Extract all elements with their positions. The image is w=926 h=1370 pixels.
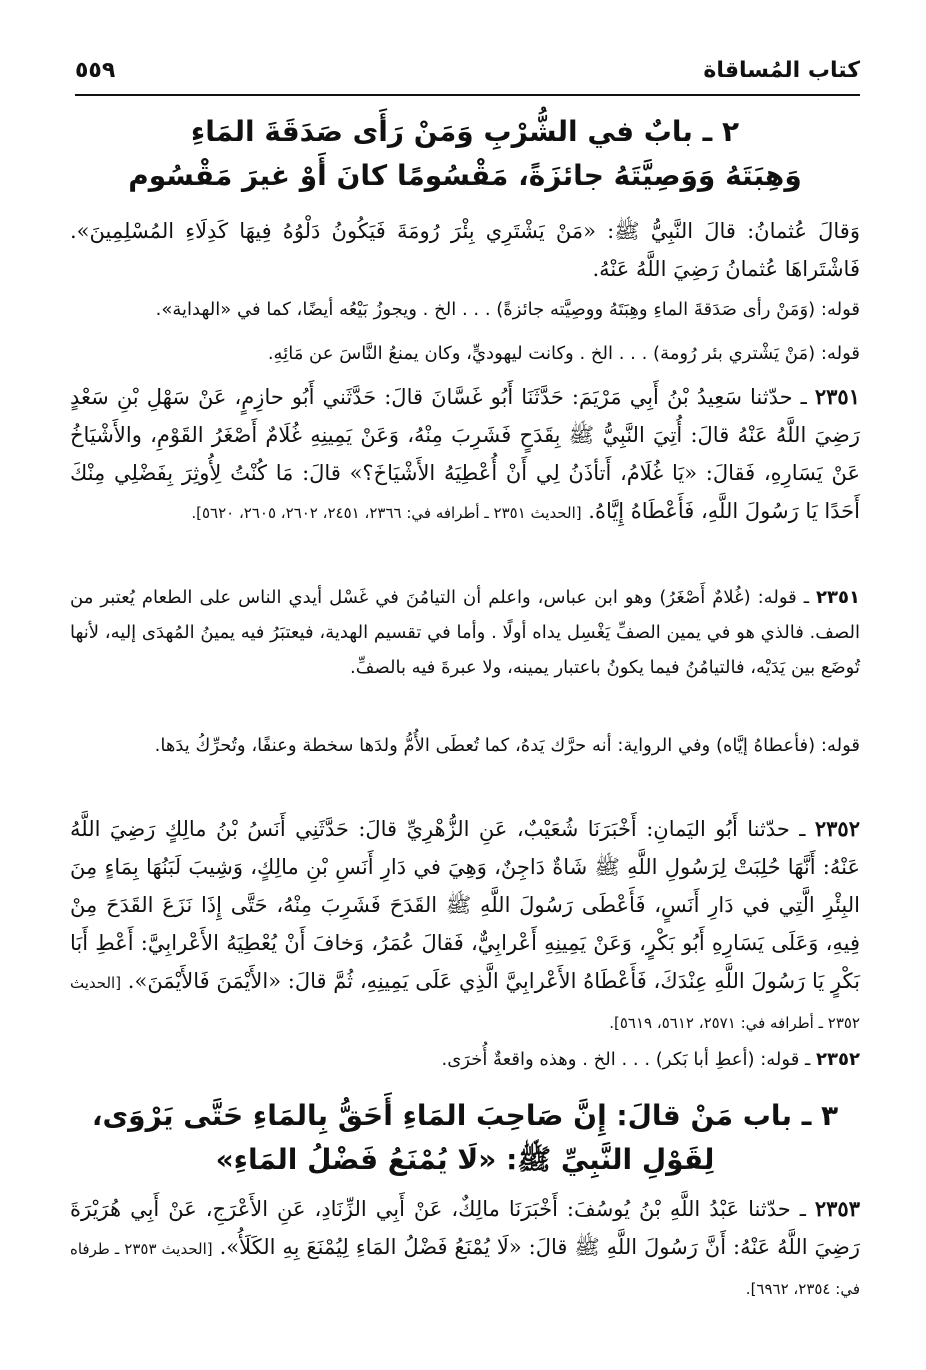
running-header (75, 58, 860, 96)
hadith-references: [الحديث ٢٣٥٣ ـ طرفاه في: ٢٣٥٤، ٦٩٦٢]. (70, 1240, 860, 1298)
commentary-2351-giving: قوله: (فأعطاهُ إيَّاه) وفي الرواية: أنه حرَّك يَدهُ، كما تُعطَى الأُمُّ ولدَها سخطة وعنفًا، وتُحرِّكُ يدَها. (154, 735, 860, 756)
hadith-text: ـ حدّثنا أَبُو اليَمانِ: أَخْبَرَنَا شُعَيْبٌ، عَنِ الزُّهْرِيِّ قالَ: حَدَّثَنِي أَنَسُ بْنُ مالِكٍ رَضِيَ اللَّهُ عَنْهُ: أَنَّهَا حُلِبَتْ لِرَسُولِ اللَّهِ ﷺ شَاةٌ دَاجِنٌ، وَهِيَ في دَارِ أَنَسِ بْنِ مالِكٍ، وَشِيبَ لَبَنُهَا بِمَاءٍ مِنَ البِئْرِ الَّتِي في دَارِ أَنَسٍ، فَأَعْطَى رَسُولَ اللَّهِ ﷺ القَدَحَ فَشَرِبَ مِنْهُ، حَتَّى إِذَا نَزَعَ القَدَحَ مِنْ فِيهِ، وَعَلَى يَسَارِهِ أَبُو بَكْرٍ، وَعَنْ يَمِينِهِ أَعْرابِيٌّ، فَقالَ عُمَرُ، وَخافَ أَنْ يُعْطِيَهُ الأَعْرابِيَّ: أَعْطِ أَبَا بَكْرٍ يَا رَسُولَ اللَّهِ عِنْدَكَ، فَأَعْطَاهُ الأَعْرابِيَّ الَّذِي عَلَى يَمِينِهِ، ثُمَّ قالَ: «الأَيْمَنَ فَالأَيْمَنَ». (70, 817, 860, 993)
hadith-text: ـ حدّثنا عَبْدُ اللَّهِ بْنُ يُوسُفَ: أَخْبَرَنَا مالِكٌ، عَنْ أَبِي الزِّنَادِ، عَنِ الأَعْرَجِ، عَنْ أَبِي هُرَيْرَةَ رَضِيَ اللَّهُ عَنْهُ: أَنَّ رَسُولَ اللَّهِ ﷺ قالَ: «لَا يُمْنَعُ فَضْلُ المَاءِ لِيُمْنَعَ بِهِ الكَلَأُ». (70, 1197, 861, 1259)
hadith-text: ـ حدّثنا سَعِيدُ بْنُ أَبِي مَرْيَمَ: حَدَّثَنَا أَبُو غَسَّانَ قالَ: حَدَّثَني أَبُو حازِمٍ، عَنْ سَهْلِ بْنِ سَعْدٍ رَضِيَ اللَّهُ عَنْهُ قالَ: أُتِيَ النَّبِيُّ ﷺ بِقَدَحٍ فَشَرِبَ مِنْهُ، وَعَنْ يَمِينِهِ غُلَامٌ أَصْغَرُ القَوْمِ، والأَشْيَاخُ عَنْ يَسَارِهِ، فَقالَ: «يَا غُلَامُ، أَتأذَنُ لِي أَنْ أُعْطِيَهُ الأَشْيَاخَ؟» قالَ: مَا كُنْتُ لِأُوثِرَ بِفَضْلِي مِنْكَ أَحَدًا يَا رَسُولَ اللَّهِ، فَأَعْطَاهُ إِيَّاهُ. (70, 385, 860, 523)
commentary-text: ـ قوله: (غُلامٌ أَصْغَرُ) وهو ابن عباس، واعلم أن التيامُنَ في غَسْل أيدي الناس على الطعام يُعتبر من الصف. فالذي هو في يمين الصفِّ يَغْسِل يداه أولًا . وأما في تقسيم الهدية، فيعتبَرُ فيه يمينُ المُهدَى إليه، لأنها تُوضَع بين يَدَيْه، فالتيامُنُ فيما يكونُ باعتبار يمينه، ولا عبرةَ فيه بالصفِّ. (70, 587, 860, 678)
hadith-number: ٢٣٥٢ (814, 816, 860, 841)
hadith-2352 (70, 810, 860, 1042)
commentary-rumah-2: قوله: (مَنْ يَشْتري بئر رُومة) . . . الخ . وكانت ليهوديٍّ، وكان يمنعُ النَّاسَ عن مَائِهِ. (267, 343, 860, 364)
hadith-2353 (70, 1190, 860, 1308)
hadith-number: ٢٣٥٣ (814, 1196, 860, 1221)
chapter-2-intro: وَقالَ عُثمانُ: قالَ النَّبِيُّ ﷺ: «مَنْ يَشْتَرِي بِئْرَ رُومَةَ فَيَكُونُ دَلْوُهُ فِيهَا كَدِلَاءِ المُسْلِمِينَ». فَاشْتَراهَا عُثمانُ رَضِيَ اللَّهُ عَنْهُ. (70, 219, 860, 281)
page-number: ٥٥٩ (75, 58, 116, 83)
hadith-2351 (70, 378, 860, 532)
hadith-references: [الحديث ٢٣٥٢ ـ أطرافه في: ٢٥٧١، ٥٦١٢، ٥٦١٩]. (70, 974, 860, 1032)
chapter-2-heading (70, 110, 860, 198)
hadith-number: ٢٣٥١ (814, 384, 860, 409)
book-title: كتاب المُساقاة (703, 58, 860, 83)
commentary-2351 (70, 580, 860, 685)
chapter-3-heading (70, 1094, 860, 1182)
commentary-number: ٢٣٥٢ (816, 1049, 860, 1070)
chapter-2-title-line1: ٢ ـ بابٌ في الشُّرْبِ وَمَنْ رَأَى صَدَقَةَ المَاءِ (190, 115, 740, 148)
commentary-2352 (70, 1042, 860, 1077)
chapter-2-title-line2: وَهِبَتَهُ وَوَصِيَّتَهُ جائزَةً، مَقْسُومًا كانَ أَوْ غيرَ مَقْسُوم (128, 159, 802, 192)
commentary-rumah-1: قوله: (وَمَنْ رأى صَدَقةَ الماءِ وهِبَتَهُ ووصِيَّته جائزةً) . . . الخ . ويجوزُ بَيْعُه أيضًا، كما في «الهداية». (155, 299, 860, 320)
commentary-text: ـ قوله: (أعطِ أبا بَكر) . . . الخ . وهذه واقعةٌ أُخرَى. (441, 1049, 811, 1070)
commentary-number: ٢٣٥١ (816, 587, 860, 608)
chapter-3-title-line2: لِقَوْلِ النَّبِيِّ ﷺ: «لَا يُمْنَعُ فَضْلُ المَاءِ» (215, 1143, 715, 1176)
hadith-references: [الحديث ٢٣٥١ ـ أطرافه في: ٢٣٦٦، ٢٤٥١، ٢٦٠٢، ٢٦٠٥، ٥٦٢٠]. (191, 504, 582, 522)
chapter-3-title-line1: ٣ ـ باب مَنْ قالَ: إِنَّ صَاحِبَ المَاءِ أَحَقُّ بِالمَاءِ حَتَّى يَرْوَى، (91, 1099, 839, 1132)
